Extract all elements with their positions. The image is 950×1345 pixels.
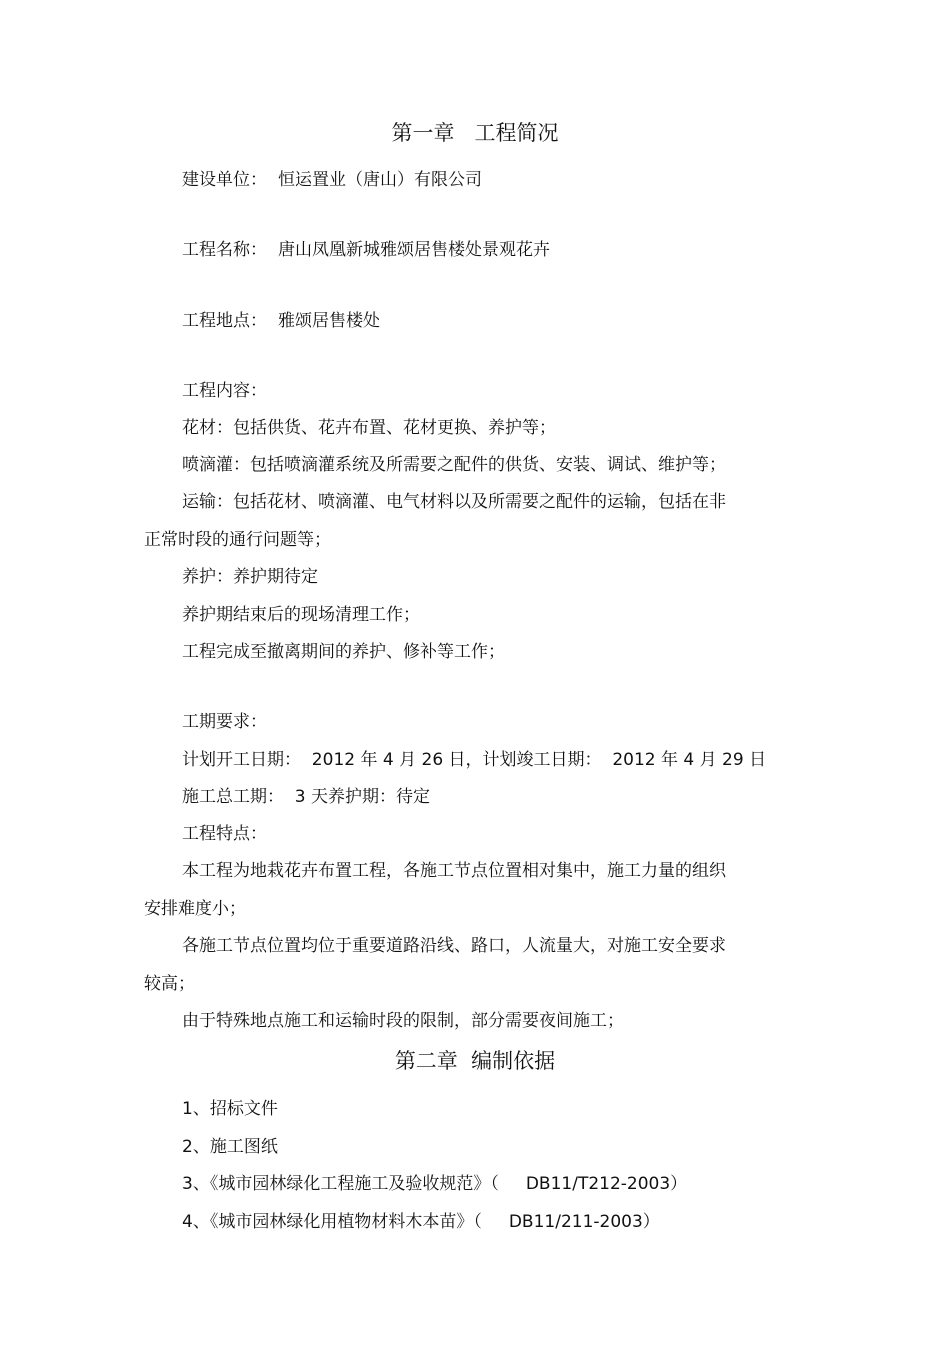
field-builder <box>182 170 482 190</box>
basis-item: 4、《城市园林绿化用植物材料木本苗》（ DB11/211-2003） <box>182 1212 660 1232</box>
content-item: 花材：包括供货、花卉布置、花材更换、养护等； <box>182 418 556 438</box>
field-value: 雅颂居售楼处 <box>278 311 380 331</box>
chapter1-title: 第一章 工程简况 <box>391 121 559 145</box>
field-label: 工程地点： <box>182 311 267 331</box>
schedule-dates: 计划开工日期： 2012 年 4 月 26 日，计划竣工日期： 2012 年 4 月 29 日 <box>182 750 767 770</box>
content-heading: 工程内容： <box>182 381 267 401</box>
schedule-heading: 工期要求： <box>182 712 267 732</box>
feature-item-continuation: 较高； <box>144 974 195 994</box>
content-item: 运输：包括花材、喷滴灌、电气材料以及所需要之配件的运输，包括在非 <box>182 492 726 512</box>
field-project-name <box>182 240 550 260</box>
feature-item: 本工程为地栽花卉布置工程，各施工节点位置相对集中，施工力量的组织 <box>182 861 726 881</box>
features-heading: 工程特点： <box>182 824 267 844</box>
basis-item: 2、施工图纸 <box>182 1137 278 1157</box>
field-project-location <box>182 311 380 331</box>
schedule-duration: 施工总工期： 3 天养护期：待定 <box>182 787 431 807</box>
content-item: 喷滴灌：包括喷滴灌系统及所需要之配件的供货、安装、调试、维护等； <box>182 455 726 475</box>
content-item: 工程完成至撤离期间的养护、修补等工作； <box>182 642 505 662</box>
feature-item: 由于特殊地点施工和运输时段的限制，部分需要夜间施工； <box>182 1011 624 1031</box>
content-item-continuation: 正常时段的通行问题等； <box>144 530 331 550</box>
feature-item: 各施工节点位置均位于重要道路沿线、路口，人流量大，对施工安全要求 <box>182 936 726 956</box>
field-value: 唐山凤凰新城雅颂居售楼处景观花卉 <box>278 240 550 260</box>
basis-item: 1、招标文件 <box>182 1099 278 1119</box>
basis-item: 3、《城市园林绿化工程施工及验收规范》（ DB11/T212-2003） <box>182 1174 688 1194</box>
content-item: 养护期结束后的现场清理工作； <box>182 605 420 625</box>
chapter2-title: 第二章 编制依据 <box>394 1049 556 1073</box>
field-label: 建设单位： <box>182 170 267 190</box>
field-value: 恒运置业（唐山）有限公司 <box>278 170 482 190</box>
content-item: 养护：养护期待定 <box>182 567 318 587</box>
feature-item-continuation: 安排难度小； <box>144 899 246 919</box>
field-label: 工程名称： <box>182 240 267 260</box>
